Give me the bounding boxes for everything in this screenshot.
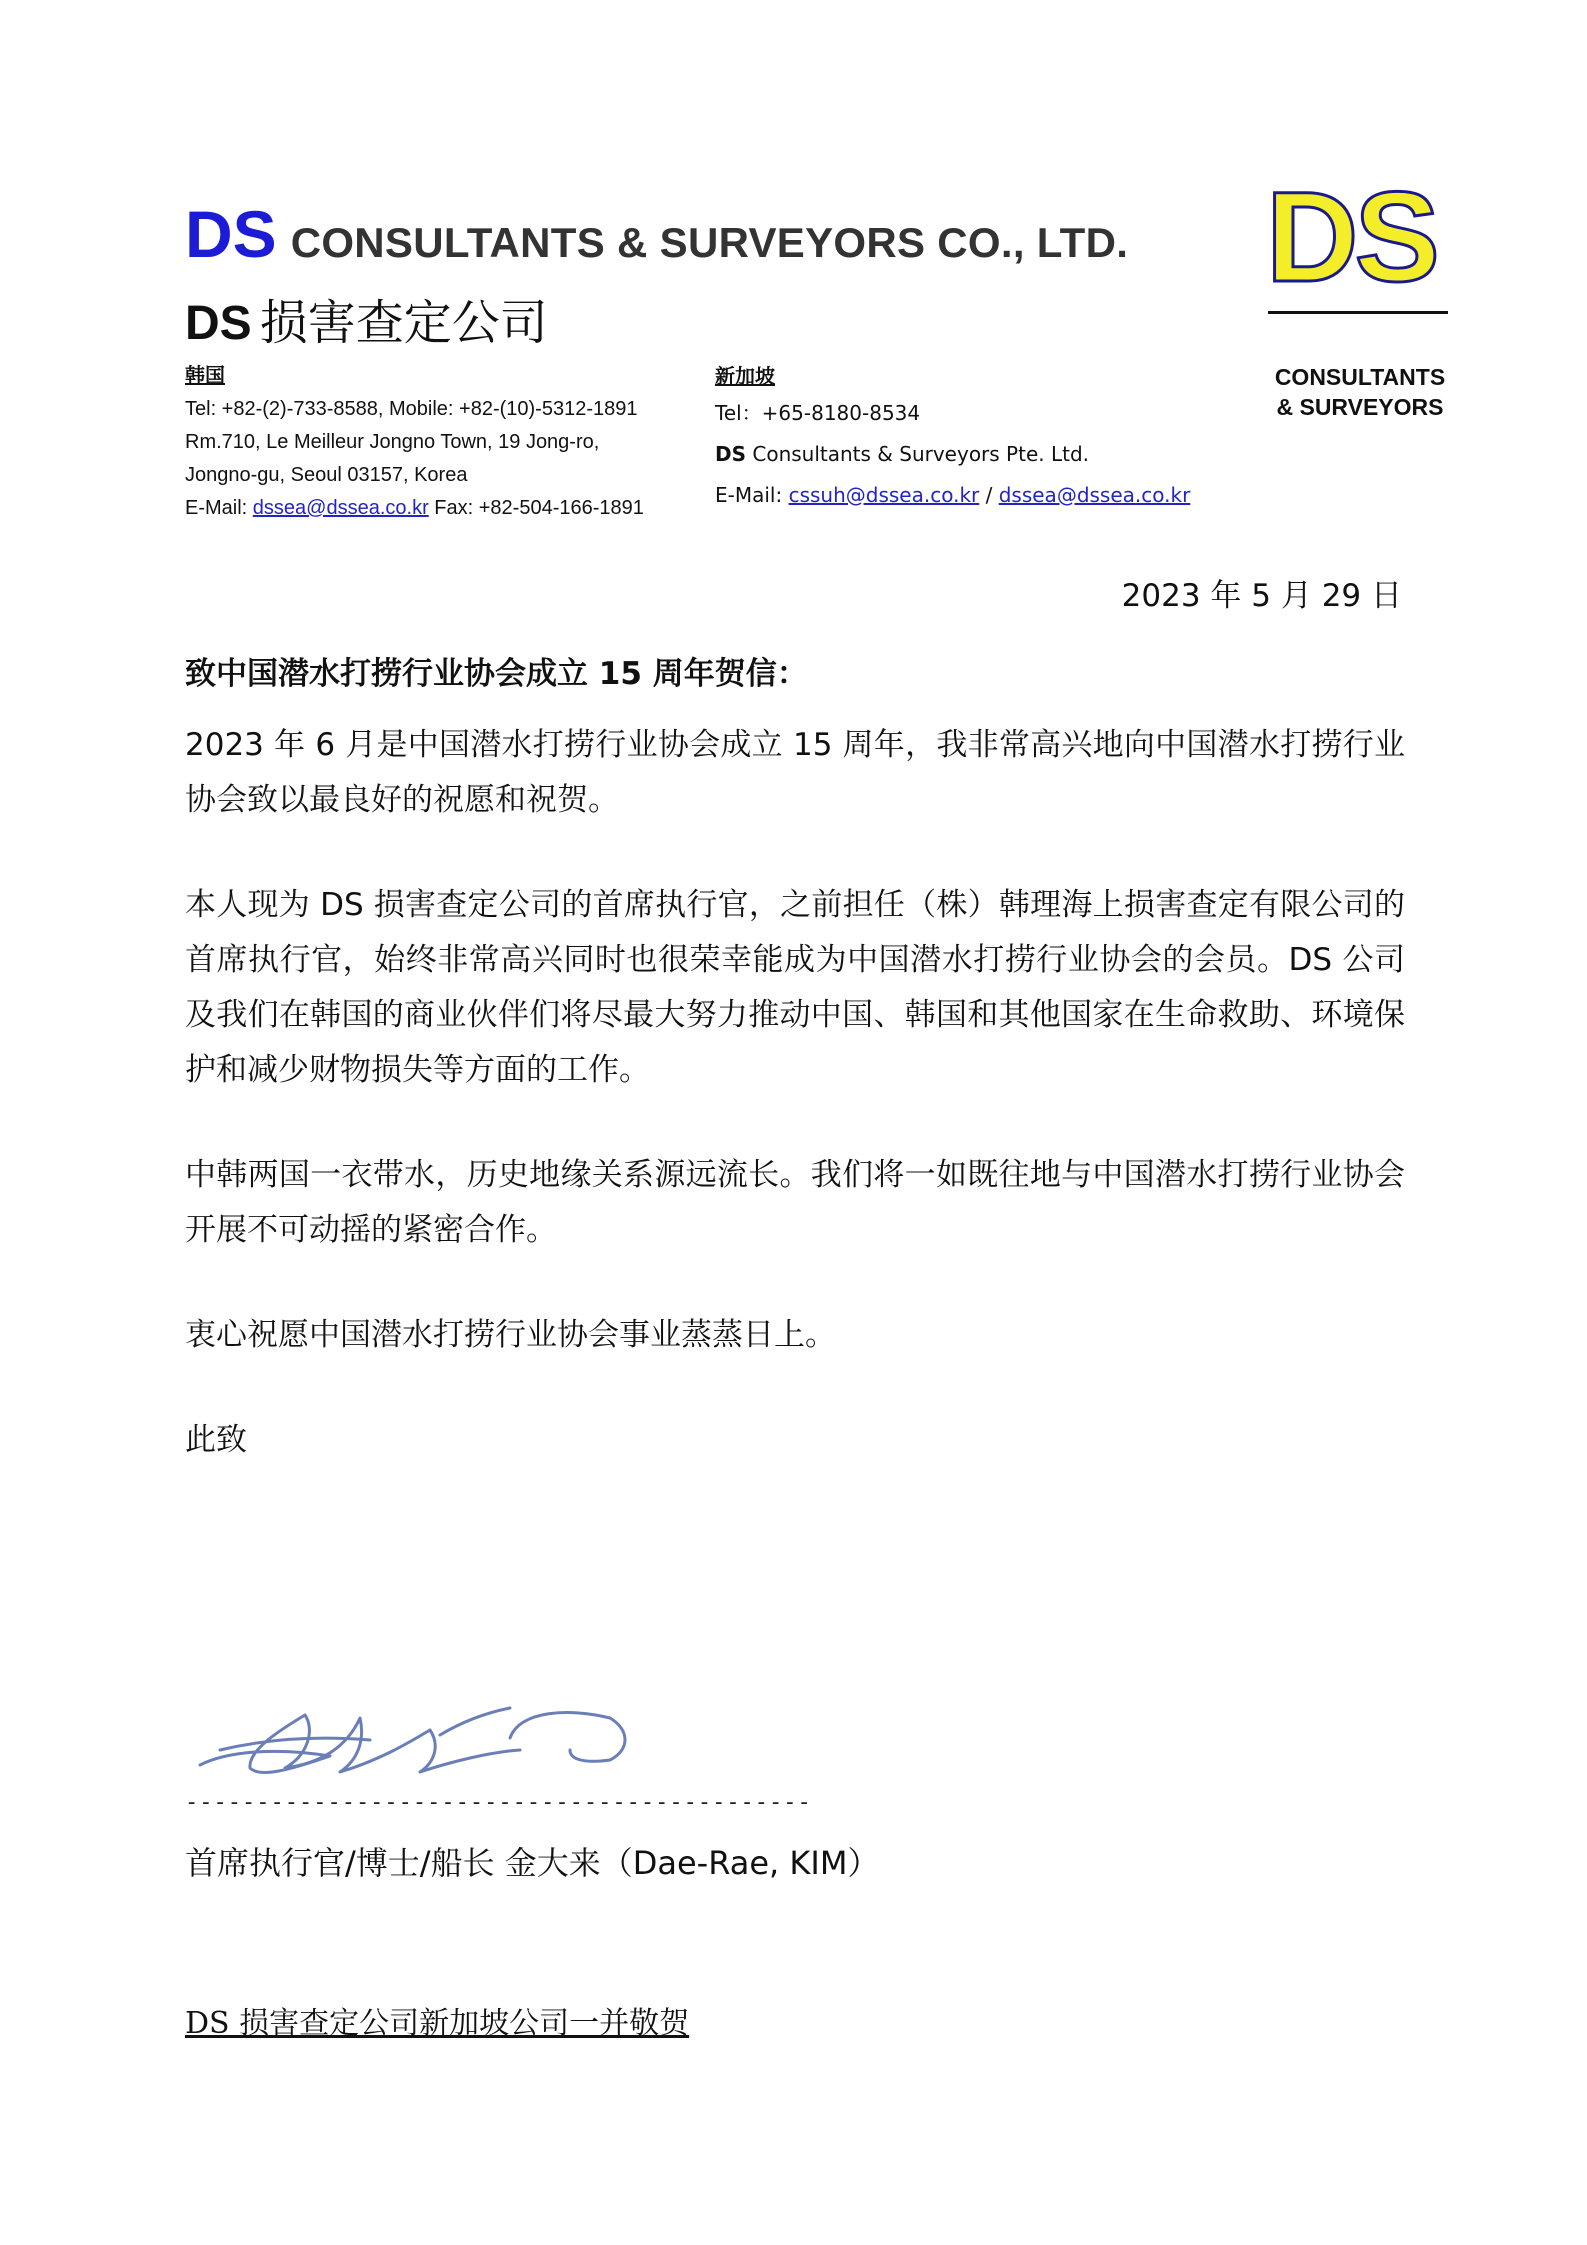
- letter-closing: 此致: [185, 1422, 247, 1458]
- logo-divider: [1268, 311, 1448, 314]
- korea-contact-block: [185, 360, 644, 525]
- company-prefix-cn: DS: [185, 297, 252, 350]
- singapore-contact-block: [715, 360, 1190, 512]
- letter-body: [185, 650, 1405, 1468]
- paragraph-1: 2023 年 6 月是中国潜水打捞行业协会成立 15 周年，我非常高兴地向中国潜水打捞行业协会致以最良好的祝愿和祝贺。: [185, 727, 1405, 818]
- paragraph-4: 衷心祝愿中国潜水打捞行业协会事业蒸蒸日上。: [185, 1317, 836, 1353]
- korea-email-line: [185, 492, 644, 525]
- logo-caption: [1262, 362, 1458, 422]
- logo-caption-line2: & SURVEYORS: [1276, 394, 1444, 420]
- company-name-cn: 损害查定公司: [259, 295, 548, 351]
- singapore-email-line: [715, 479, 1190, 512]
- korea-tel: Tel: +82-(2)-733-8588, Mobile: +82-(10)-5312-1891: [185, 398, 638, 420]
- email-separator: /: [979, 483, 999, 507]
- letter-subject: 致中国潜水打捞行业协会成立 15 周年贺信：: [185, 656, 808, 692]
- singapore-company: [715, 438, 1190, 471]
- logo-letters: DS: [1266, 166, 1436, 309]
- paragraph-3: 中韩两国一衣带水，历史地缘关系源远流长。我们将一如既往地与中国潜水打捞行业协会开展不可动摇的紧密合作。: [185, 1157, 1405, 1248]
- singapore-company-prefix: DS: [715, 442, 747, 466]
- company-title: [185, 196, 1128, 272]
- footer-note: DS 损害查定公司新加坡公司一并敬贺: [185, 2006, 690, 2041]
- singapore-email-link-2[interactable]: dssea@dssea.co.kr: [998, 483, 1191, 507]
- ds-logo: [1262, 166, 1452, 420]
- korea-address-line1: Rm.710, Le Meilleur Jongno Town, 19 Jong-ro,: [185, 431, 600, 453]
- singapore-company-name: Consultants & Surveyors Pte. Ltd.: [746, 442, 1090, 466]
- singapore-email-label: E-Mail:: [715, 483, 789, 507]
- company-name: CONSULTANTS & SURVEYORS CO., LTD.: [290, 219, 1129, 266]
- korea-address-line2: Jongno-gu, Seoul 03157, Korea: [185, 464, 468, 486]
- korea-email-label: E-Mail:: [185, 497, 253, 519]
- singapore-heading: 新加坡: [715, 364, 775, 388]
- signer-name: 首席执行官/博士/船长 金大来（Dae-Rae, KIM）: [185, 1844, 880, 1882]
- paragraph-2: 本人现为 DS 损害查定公司的首席执行官，之前担任（株）韩理海上损害查定有限公司的首席执行官，始终非常高兴同时也很荣幸能成为中国潜水打捞行业协会的会员。DS 公司及我们在韩国的商业伙伴们将尽最大努力推动中国、韩国和其他国家在生命救助、环境保护和减少财物损失等方面的工作。: [185, 887, 1405, 1088]
- signature-line: --------------------------------------------: [185, 1790, 812, 1815]
- korea-email-link[interactable]: dssea@dssea.co.kr: [252, 497, 429, 519]
- logo-caption-line1: CONSULTANTS: [1274, 364, 1446, 390]
- signature-drawing: [190, 1690, 650, 1790]
- letter-date: 2023 年 5 月 29 日: [1121, 578, 1402, 614]
- company-title-cn: [185, 284, 548, 353]
- company-prefix: DS: [185, 197, 277, 271]
- korea-heading: 韩国: [185, 365, 225, 387]
- singapore-email-link-1[interactable]: cssuh@dssea.co.kr: [788, 483, 980, 507]
- korea-fax: Fax: +82-504-166-1891: [428, 497, 644, 519]
- singapore-tel: Tel：+65-8180-8534: [715, 401, 921, 425]
- handwritten-signature: [190, 1690, 650, 1794]
